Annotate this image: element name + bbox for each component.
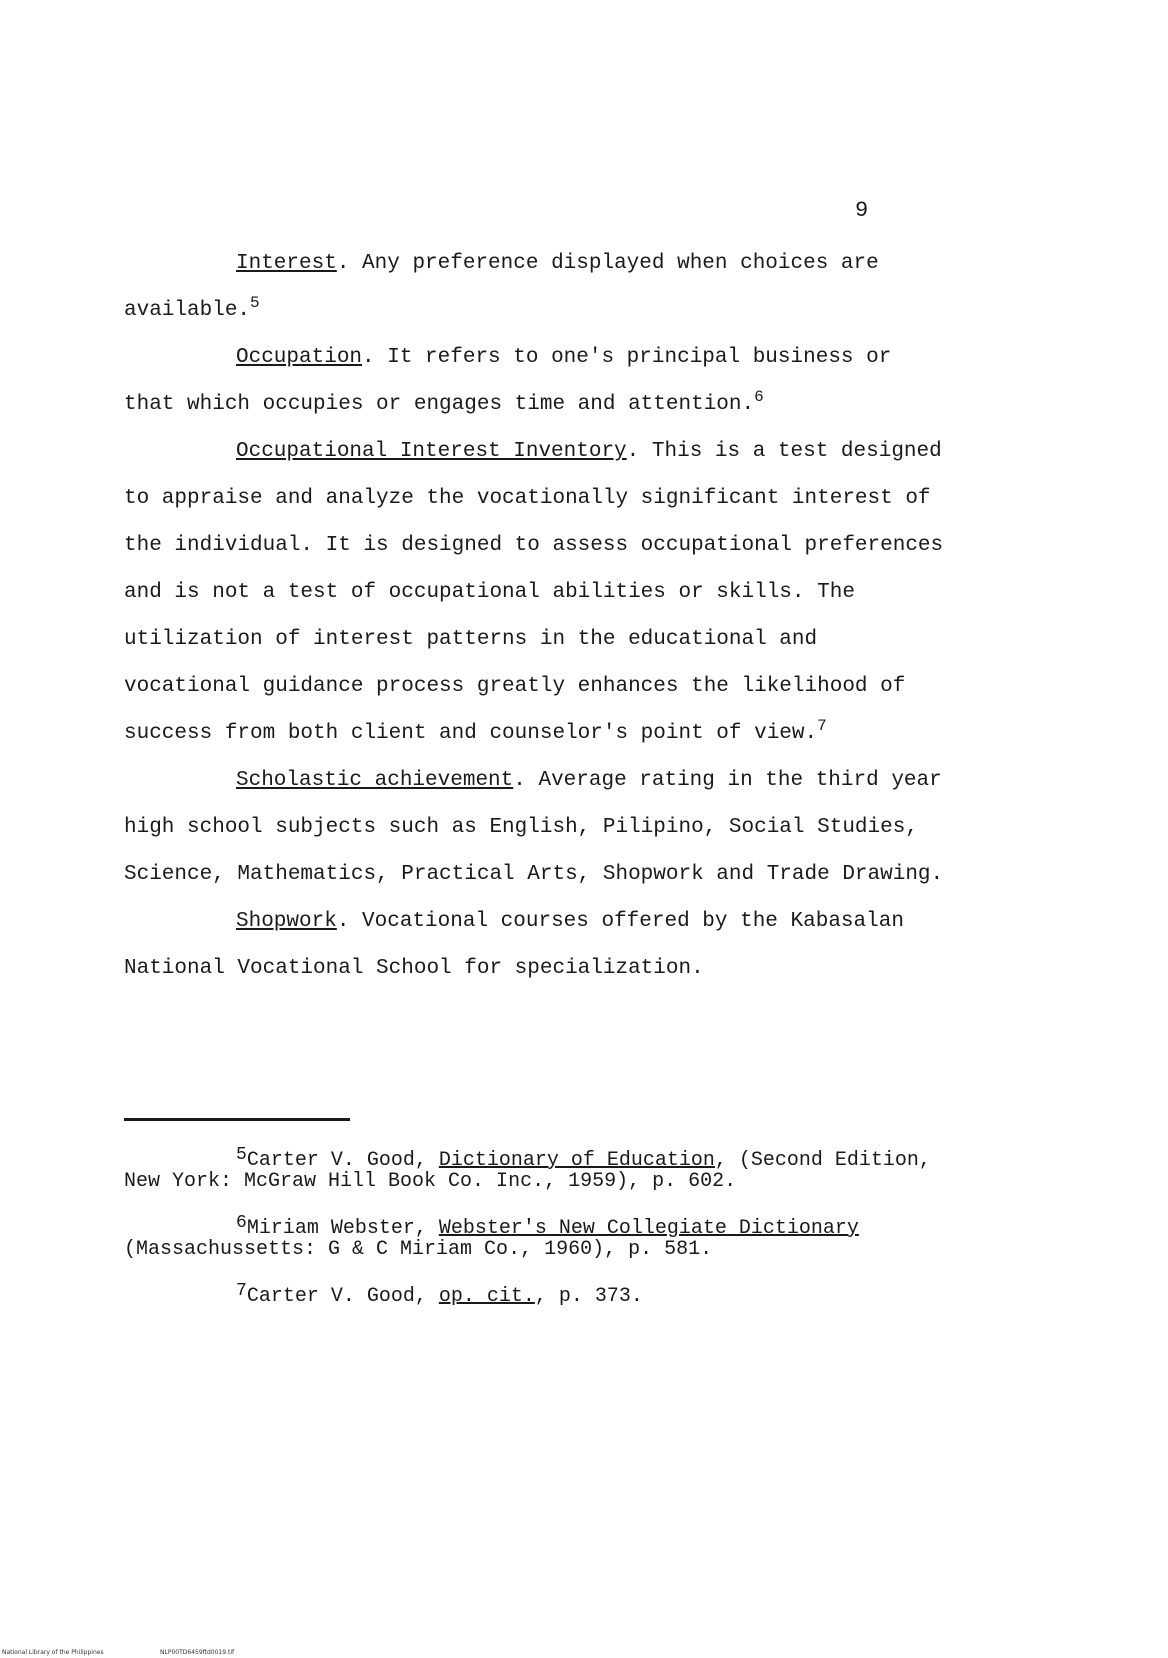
footnote-5-details: , (Second Edition, New York: McGraw Hill Book Co. Inc., 1959), p. 602. <box>124 1149 931 1193</box>
archive-library-label: National Library of the Philippines <box>2 1649 104 1656</box>
definition-shopwork-text: Vocational courses offered by the Kabasalan National Vocational School for specialization. <box>124 910 904 980</box>
definition-occupation-text: It refers to one's principal business or that which occupies or engages time and attention. <box>124 346 892 416</box>
footnote-7 <box>124 1281 944 1308</box>
term-shopwork: Shopwork <box>236 910 337 933</box>
footnote-7-author: Carter V. Good, <box>246 1285 439 1308</box>
footnote-6-title: Webster's New Collegiate Dictionary <box>438 1217 859 1240</box>
definition-occupation: Occupation. It refers to one's principal business or that which occupies or engages time and attention.$^6$ <box>124 346 892 416</box>
footnote-number-6: 6 <box>236 1213 247 1233</box>
footnote-7-title: op. cit. <box>438 1285 535 1308</box>
definition-occupational-interest-inventory: Occupational Interest Inventory. This is a test designed to appraise and analyze the vocationally significant interest of the individual. It is designed to assess occupational preferences and is not a test of occupational abilities or skills. The utilization of interest patterns in the educational and vocational guidance process greatly enhances the likelihood of success from both client and counselor's point of view.$^7$ <box>124 440 944 745</box>
term-occupational-interest-inventory: Occupational Interest Inventory <box>236 440 627 463</box>
footnote-divider <box>124 1118 350 1121</box>
footnote-ref-5: 5 <box>250 294 260 312</box>
footnote-6-author: Miriam Webster, <box>246 1217 439 1240</box>
archive-file-id: NLP00TD6459ftd0019.tif <box>160 1649 235 1656</box>
footnote-5-title: Dictionary of Education <box>438 1149 715 1172</box>
definition-scholastic-achievement: Scholastic achievement. Average rating in the third year high school subjects such as English, Pilipino, Social Studies, Science, Mathematics, Practical Arts, Shopwork and Trade Drawing. <box>124 769 944 886</box>
footnote-number-7: 7 <box>236 1281 247 1301</box>
definition-interest-text: Any preference displayed when choices are available. <box>124 252 879 322</box>
page-number: 9 <box>855 198 869 223</box>
term-scholastic-achievement: Scholastic achievement <box>236 769 514 792</box>
footnotes <box>124 1145 944 1333</box>
definition-shopwork: Shopwork. Vocational courses offered by the Kabasalan National Vocational School for specialization. <box>124 910 904 980</box>
definition-inventory-text: This is a test designed to appraise and analyze the vocationally significant interest of the individual. It is designed to assess occupational preferences and is not a test of occupational abilities or skills. The utilization of interest patterns in the educational and vocational guidance process greatly enhances the likelihood of success from both client and counselor's point of view. <box>124 440 944 745</box>
term-interest: Interest <box>236 252 337 275</box>
footnote-5 <box>124 1145 944 1193</box>
footnote-7-details: , p. 373. <box>534 1285 643 1308</box>
definition-interest: Interest. Any preference displayed when choices are available.$^5$ <box>124 252 879 322</box>
footnote-ref-6: 6 <box>754 388 764 406</box>
body-text <box>124 240 944 992</box>
footnote-5-author: Carter V. Good, <box>246 1149 439 1172</box>
definition-scholastic-text: Average rating in the third year high school subjects such as English, Pilipino, Social Studies, Science, Mathematics, Practical Arts, Shopwork and Trade Drawing. <box>124 769 944 886</box>
footnote-ref-7: 7 <box>817 717 827 735</box>
term-occupation: Occupation <box>236 346 363 369</box>
footnote-number-5: 5 <box>236 1145 247 1165</box>
footnote-6 <box>124 1213 944 1261</box>
footnote-6-details: (Massachussetts: G & C Miriam Co., 1960), p. 581. <box>124 1238 713 1261</box>
